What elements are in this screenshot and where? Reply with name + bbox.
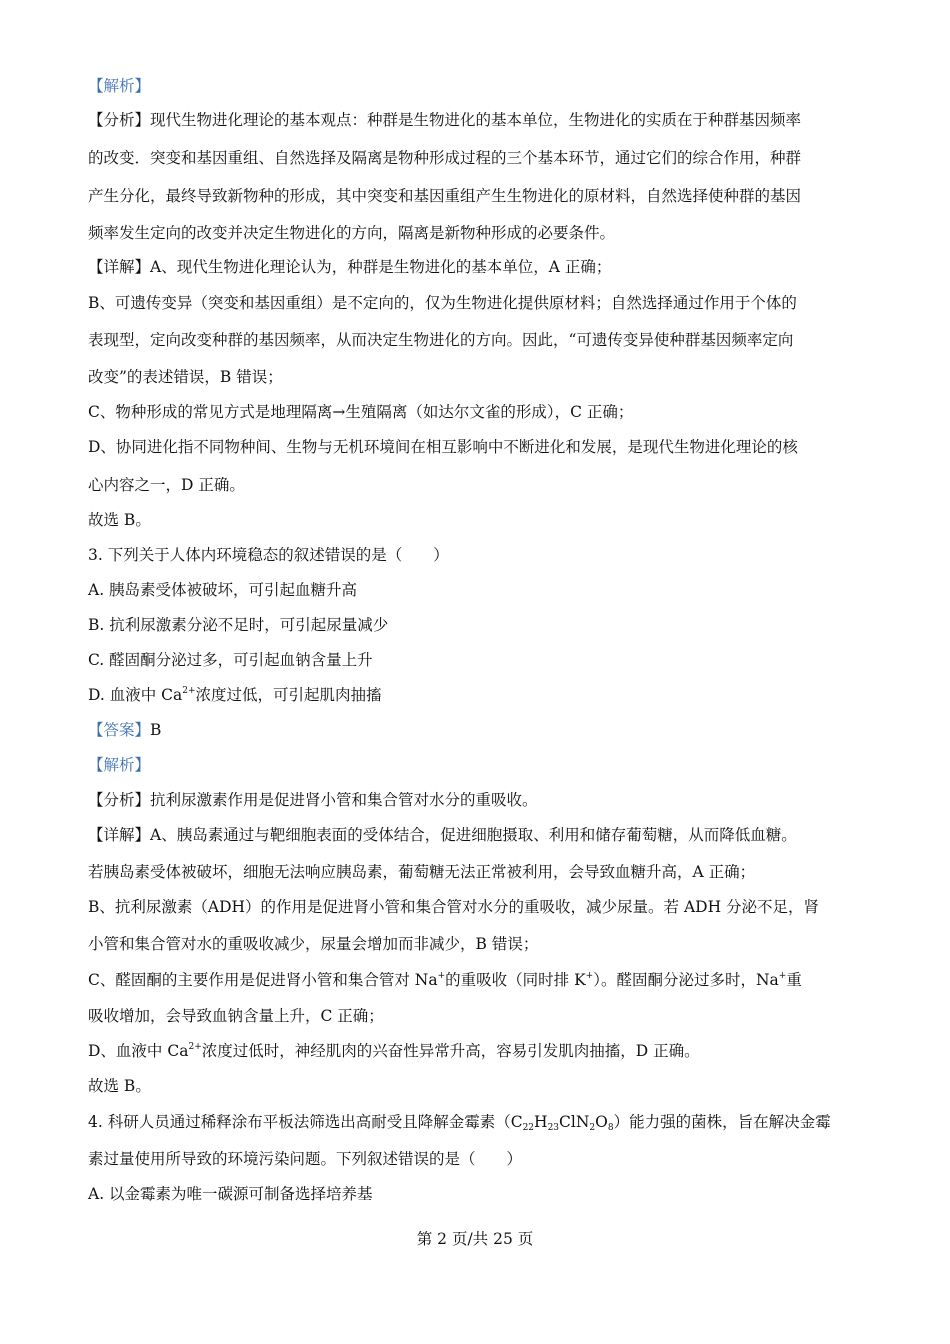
paragraph-line: [88, 825, 797, 845]
text: ）能力强的菌株，旨在解决金霉: [613, 1113, 831, 1131]
superscript: +: [778, 971, 787, 981]
text: 浓度过低时，神经肌肉的兴奋性异常升高，容易引发肌肉抽搐，D 正确。: [201, 1042, 700, 1060]
option-a: A. 以金霉素为唯一碳源可制备选择培养基: [88, 1185, 373, 1203]
section-tag-xiangjie: 【详解】: [88, 258, 151, 276]
option-c: C. 醛固酮分泌过多，可引起血钠含量上升: [88, 651, 373, 669]
paragraph-line: [88, 970, 802, 990]
superscript: 2+: [182, 686, 196, 696]
paragraph-line: 故选 B。: [88, 1077, 151, 1095]
paragraph-line: 表现型，定向改变种群的基因频率，从而决定生物进化的方向。因此，“可遗传变异使种群基因频率定向: [88, 331, 794, 349]
paragraph-line: [88, 257, 611, 277]
answer-line: [88, 720, 161, 740]
section-tag-jiexi: 【解析】: [88, 77, 151, 95]
option-d: [88, 685, 382, 705]
text: D. 血液中 Ca: [88, 686, 183, 704]
page-footer: 第 2 页/共 25 页: [416, 1230, 534, 1248]
question-stem: [88, 1112, 831, 1132]
text: C、醛固酮的主要作用是促进肾小管和集合管对 Na: [88, 971, 438, 989]
paragraph-line: D、协同进化指不同物种间、生物与无机环境间在相互影响中不断进化和发展，是现代生物进化理论的核: [88, 438, 798, 456]
section-tag-fenxi: 【分析】: [88, 111, 151, 129]
section-tag-xiangjie: 【详解】: [88, 826, 151, 844]
paragraph-line: 改变”的表述错误，B 错误；: [88, 368, 283, 386]
paragraph-line: 故选 B。: [88, 511, 151, 529]
text: 重: [786, 971, 802, 989]
subscript: 23: [547, 1123, 560, 1133]
answer-value: B: [150, 721, 162, 739]
paragraph-line: 小管和集合管对水的重吸收减少，尿量会增加而非减少，B 错误；: [88, 935, 539, 953]
paragraph-line: 若胰岛素受体被破坏，细胞无法响应胰岛素，葡萄糖无法正常被利用，会导致血糖升高，A 正确；: [88, 863, 756, 881]
superscript: +: [437, 971, 446, 981]
paragraph-line: [88, 110, 801, 130]
superscript: +: [585, 971, 594, 981]
text: 抗利尿激素作用是促进肾小管和集合管对水分的重吸收。: [150, 791, 538, 809]
paragraph-line: [88, 790, 538, 810]
text: 的重吸收（同时排 K: [445, 971, 586, 989]
subscript: 22: [522, 1123, 535, 1133]
question-stem: 素过量使用所导致的环境污染问题。下列叙述错误的是（ ）: [88, 1150, 523, 1168]
paragraph-line: 心内容之一，D 正确。: [88, 476, 245, 494]
option-b: B. 抗利尿激素分泌不足时，可引起尿量减少: [88, 616, 389, 634]
text: D、血液中 Ca: [88, 1042, 189, 1060]
text: O: [595, 1113, 608, 1131]
subscript: 2: [589, 1123, 596, 1133]
paragraph-line: C、物种形成的常见方式是地理隔离→生殖隔离（如达尔文雀的形成），C 正确；: [88, 403, 634, 421]
superscript: 2+: [188, 1042, 202, 1052]
paragraph-line: [88, 1041, 700, 1061]
text: 浓度过低，可引起肌肉抽搐: [195, 686, 382, 704]
text: A、现代生物进化理论认为，种群是生物进化的基本单位，A 正确；: [150, 258, 612, 276]
paragraph-line: 产生分化，最终导致新物种的形成，其中突变和基因重组产生生物进化的原材料，自然选择使种群的基因: [88, 187, 802, 205]
section-tag-fenxi: 【分析】: [88, 791, 151, 809]
paragraph-line: 的改变．突变和基因重组、自然选择及隔离是物种形成过程的三个基本环节，通过它们的综合作用，种群: [88, 149, 802, 167]
section-tag-jiexi: 【解析】: [88, 756, 151, 774]
section-tag-answer: 【答案】: [88, 721, 151, 739]
paragraph-line: B、抗利尿激素（ADH）的作用是促进肾小管和集合管对水分的重吸收，减少尿量。若 ADH 分泌不足，肾: [88, 898, 820, 916]
question-stem: 3. 下列关于人体内环境稳态的叙述错误的是（ ）: [88, 546, 449, 564]
paragraph-line: 频率发生定向的改变并决定生物进化的方向，隔离是新物种形成的必要条件。: [88, 224, 616, 242]
text: H: [534, 1113, 548, 1131]
paragraph-line: 吸收增加，会导致血钠含量上升，C 正确；: [88, 1007, 384, 1025]
text: ）。醛固酮分泌过多时，Na: [593, 971, 779, 989]
text: 现代生物进化理论的基本观点：种群是生物进化的基本单位，生物进化的实质在于种群基因频率: [150, 111, 802, 129]
option-a: A. 胰岛素受体被破坏，可引起血糖升高: [88, 581, 358, 599]
paragraph-line: B、可遗传变异（突变和基因重组）是不定向的，仅为生物进化提供原材料；自然选择通过作用于个体的: [88, 294, 797, 312]
subscript: 8: [607, 1123, 614, 1133]
text: 4. 科研人员通过稀释涂布平板法筛选出高耐受且降解金霉素（C: [88, 1113, 523, 1131]
text: A、胰岛素通过与靶细胞表面的受体结合，促进细胞摄取、利用和储存葡萄糖，从而降低血糖。: [150, 826, 797, 844]
text: ClN: [559, 1113, 590, 1131]
